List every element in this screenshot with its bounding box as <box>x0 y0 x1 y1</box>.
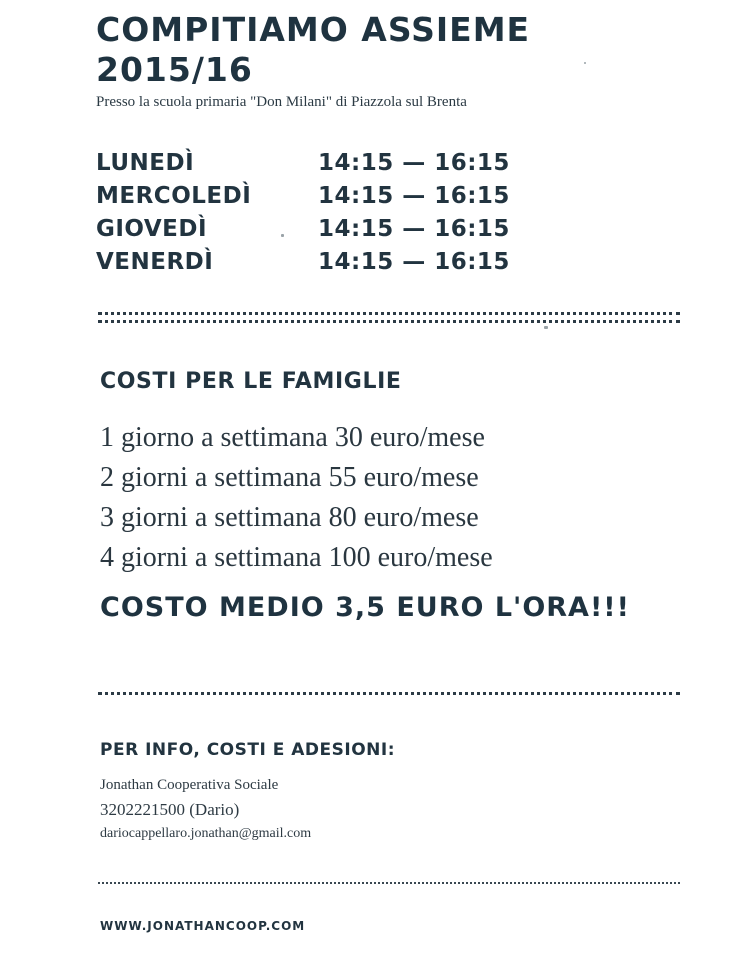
phone-number: 3202221500 (Dario) <box>100 800 240 819</box>
scan-speck <box>544 326 548 329</box>
scan-speck <box>281 234 284 237</box>
schedule-day: VENERDÌ <box>96 248 214 275</box>
dotted-divider <box>98 882 680 884</box>
schedule-row <box>96 179 656 212</box>
schedule-day: MERCOLEDÌ <box>96 182 252 209</box>
schedule-row <box>96 212 656 245</box>
schedule-time: 14:15 — 16:15 <box>318 248 510 275</box>
schedule-day: GIOVEDÌ <box>96 215 208 242</box>
costs-list <box>100 418 493 578</box>
website-link[interactable]: WWW.JONATHANCOOP.COM <box>100 919 306 933</box>
schedule-row <box>96 146 656 179</box>
email-address: dariocappellaro.jonathan@gmail.com <box>100 826 312 841</box>
schedule-day: LUNEDÌ <box>96 149 195 176</box>
schedule-time: 14:15 — 16:15 <box>318 182 510 209</box>
scan-speck <box>584 62 586 64</box>
title-line-2: 2015/16 <box>96 50 253 89</box>
cost-item: 4 giorni a settimana 100 euro/mese <box>100 542 493 573</box>
cost-item: 1 giorno a settimana 30 euro/mese <box>100 422 485 453</box>
schedule-row <box>96 245 656 278</box>
cost-item: 2 giorni a settimana 55 euro/mese <box>100 462 479 493</box>
dotted-divider <box>98 692 680 695</box>
average-cost: COSTO MEDIO 3,5 EURO L'ORA!!! <box>100 592 630 623</box>
schedule-time: 14:15 — 16:15 <box>318 149 510 176</box>
info-heading: PER INFO, COSTI E ADESIONI: <box>100 740 395 760</box>
title-line-1: COMPITIAMO ASSIEME <box>96 10 531 49</box>
cost-item: 3 giorni a settimana 80 euro/mese <box>100 502 479 533</box>
organization-name: Jonathan Cooperativa Sociale <box>100 777 279 793</box>
costs-heading: COSTI PER LE FAMIGLIE <box>100 369 402 394</box>
schedule-time: 14:15 — 16:15 <box>318 215 510 242</box>
dotted-divider <box>98 312 680 323</box>
schedule-table <box>96 146 656 278</box>
page-title <box>96 10 530 90</box>
subtitle: Presso la scuola primaria "Don Milani" di Piazzola sul Brenta <box>96 94 467 110</box>
